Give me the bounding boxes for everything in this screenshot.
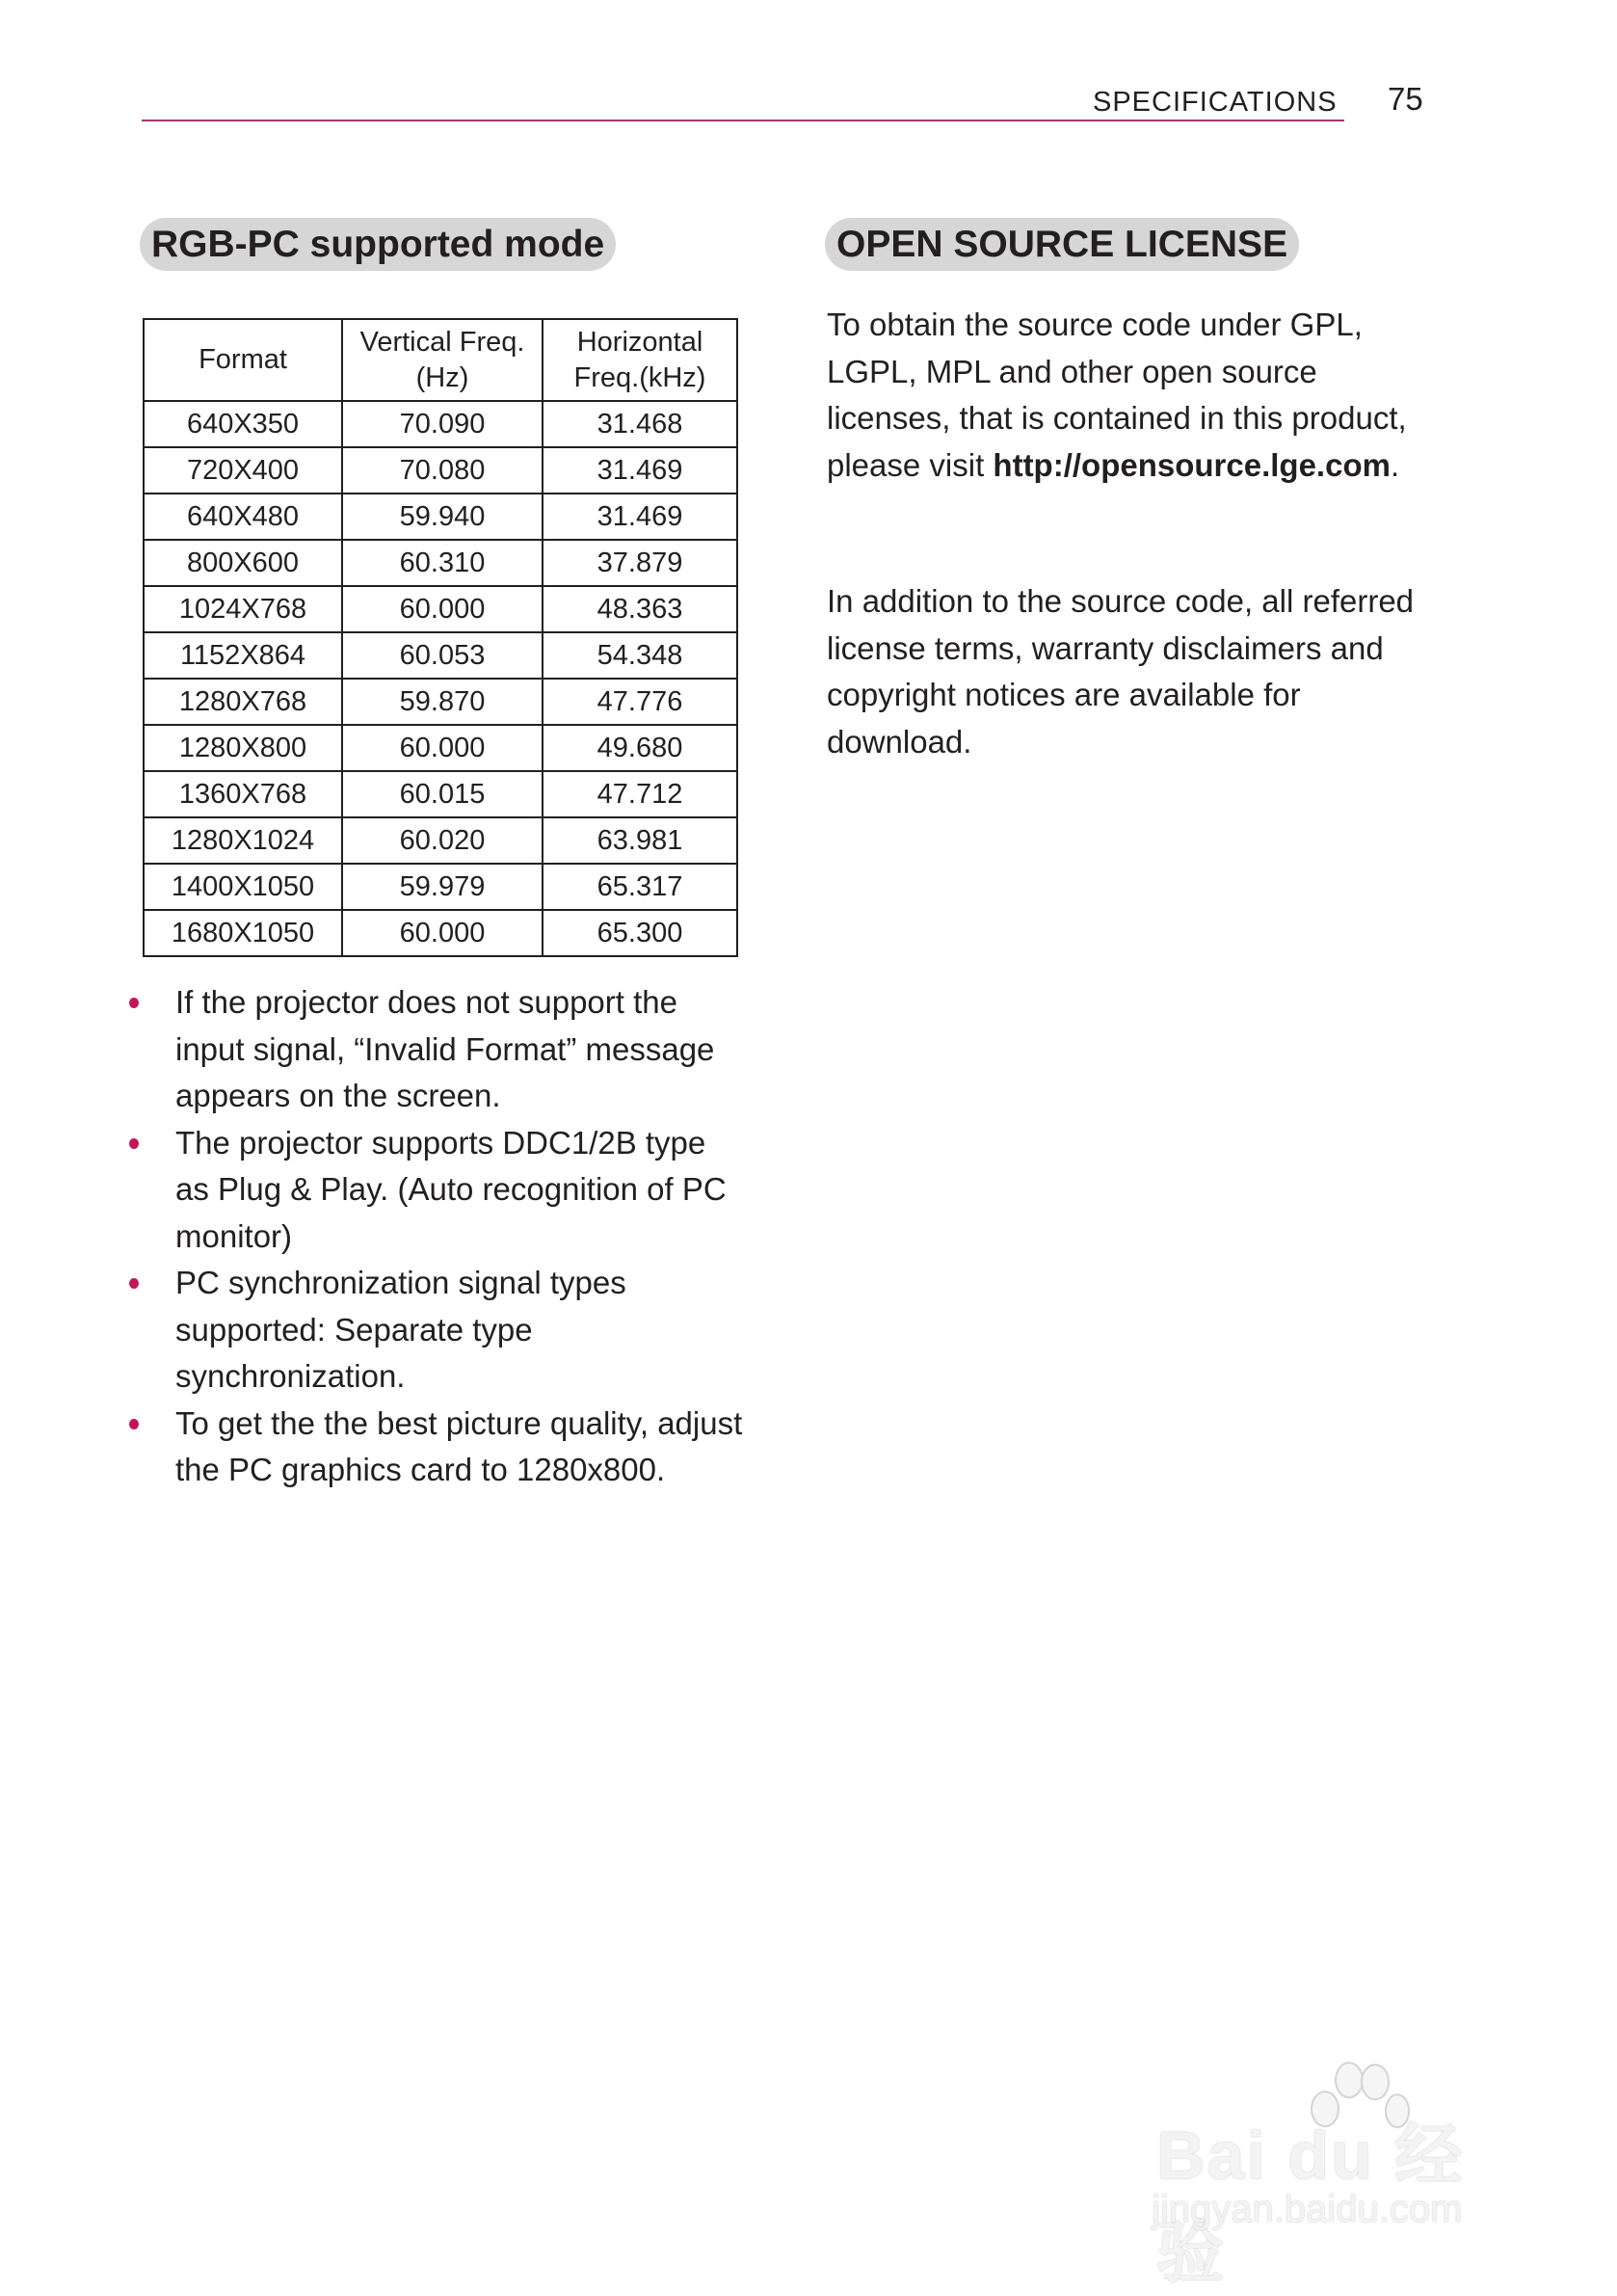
section-title-open-source: OPEN SOURCE LICENSE xyxy=(825,218,1299,271)
table-row xyxy=(144,864,737,910)
cell-format: 1400X1050 xyxy=(144,864,342,910)
cell-vertical-freq: 60.000 xyxy=(342,725,543,771)
cell-vertical-freq: 60.000 xyxy=(342,910,543,956)
cell-horizontal-freq: 31.469 xyxy=(543,494,737,540)
bullet-icon xyxy=(129,998,139,1008)
table-row xyxy=(144,401,737,447)
section-title-rgb-pc: RGB-PC supported mode xyxy=(140,218,616,271)
watermark-url: jingyan.baidu.com xyxy=(1152,2188,1463,2230)
cell-horizontal-freq: 65.317 xyxy=(543,864,737,910)
opensource-link[interactable]: http://opensource.lge.com xyxy=(993,446,1391,483)
cell-format: 1024X768 xyxy=(144,586,342,632)
column-header-horizontal-freq: Horizontal Freq.(kHz) xyxy=(543,319,737,401)
cell-format: 640X350 xyxy=(144,401,342,447)
cell-format: 1360X768 xyxy=(144,771,342,817)
column-header-vertical-freq: Vertical Freq. (Hz) xyxy=(342,319,543,401)
cell-format: 1280X768 xyxy=(144,679,342,725)
table-row xyxy=(144,494,737,540)
table-row xyxy=(144,586,737,632)
cell-vertical-freq: 70.080 xyxy=(342,447,543,494)
cell-vertical-freq: 60.015 xyxy=(342,771,543,817)
notes-list xyxy=(129,979,746,1494)
running-header-section: SPECIFICATIONS xyxy=(1093,87,1338,118)
note-text: PC synchronization signal types supported: Separate type synchronization. xyxy=(175,1265,626,1394)
cell-format: 720X400 xyxy=(144,447,342,494)
cell-format: 1280X800 xyxy=(144,725,342,771)
cell-horizontal-freq: 31.468 xyxy=(543,401,737,447)
cell-format: 800X600 xyxy=(144,540,342,586)
open-source-paragraph: To obtain the source code under GPL, LGPL, MPL and other open source licenses, that is contained in this product, please visit http://opensource.lge.com. xyxy=(827,307,1407,483)
cell-horizontal-freq: 47.712 xyxy=(543,771,737,817)
cell-horizontal-freq: 47.776 xyxy=(543,679,737,725)
table-row xyxy=(144,771,737,817)
bullet-icon xyxy=(129,1419,139,1429)
table-row xyxy=(144,679,737,725)
table-header-row xyxy=(144,319,737,401)
cell-format: 1680X1050 xyxy=(144,910,342,956)
column-header-format: Format xyxy=(144,319,342,401)
page-number: 75 xyxy=(1388,81,1423,117)
cell-horizontal-freq: 37.879 xyxy=(543,540,737,586)
cell-vertical-freq: 59.870 xyxy=(342,679,543,725)
note-text: The projector supports DDC1/2B type as Plug & Play. (Auto recognition of PC monitor) xyxy=(175,1124,727,1254)
note-item xyxy=(129,1401,746,1494)
cell-vertical-freq: 59.979 xyxy=(342,864,543,910)
cell-vertical-freq: 70.090 xyxy=(342,401,543,447)
license-download-paragraph: In addition to the source code, all referred license terms, warranty disclaimers and copyright notices are available for download. xyxy=(827,583,1415,760)
cell-vertical-freq: 60.020 xyxy=(342,817,543,864)
cell-vertical-freq: 60.053 xyxy=(342,632,543,679)
cell-vertical-freq: 59.940 xyxy=(342,494,543,540)
note-text: If the projector does not support the input signal, “Invalid Format” message appears on the screen. xyxy=(175,984,715,1113)
table-row xyxy=(144,910,737,956)
bullet-icon xyxy=(129,1278,139,1289)
note-item xyxy=(129,1120,746,1261)
table-row xyxy=(144,725,737,771)
cell-horizontal-freq: 48.363 xyxy=(543,586,737,632)
table-row xyxy=(144,632,737,679)
cell-format: 1152X864 xyxy=(144,632,342,679)
header-rule xyxy=(142,120,1344,121)
note-text: To get the the best picture quality, adjust the PC graphics card to 1280x800. xyxy=(175,1404,743,1487)
rgb-pc-modes-table xyxy=(143,318,738,957)
cell-vertical-freq: 60.000 xyxy=(342,586,543,632)
bullet-icon xyxy=(129,1138,139,1149)
note-item xyxy=(129,979,746,1120)
cell-format: 1280X1024 xyxy=(144,817,342,864)
cell-horizontal-freq: 31.469 xyxy=(543,447,737,494)
cell-horizontal-freq: 54.348 xyxy=(543,632,737,679)
cell-horizontal-freq: 63.981 xyxy=(543,817,737,864)
cell-format: 640X480 xyxy=(144,494,342,540)
table-row xyxy=(144,817,737,864)
cell-vertical-freq: 60.310 xyxy=(342,540,543,586)
table-row xyxy=(144,540,737,586)
baidu-watermark xyxy=(1147,2053,1532,2290)
note-item xyxy=(129,1260,746,1401)
table-row xyxy=(144,447,737,494)
watermark-brand: Bai du 经验 xyxy=(1156,2118,1465,2290)
cell-horizontal-freq: 65.300 xyxy=(543,910,737,956)
cell-horizontal-freq: 49.680 xyxy=(543,725,737,771)
